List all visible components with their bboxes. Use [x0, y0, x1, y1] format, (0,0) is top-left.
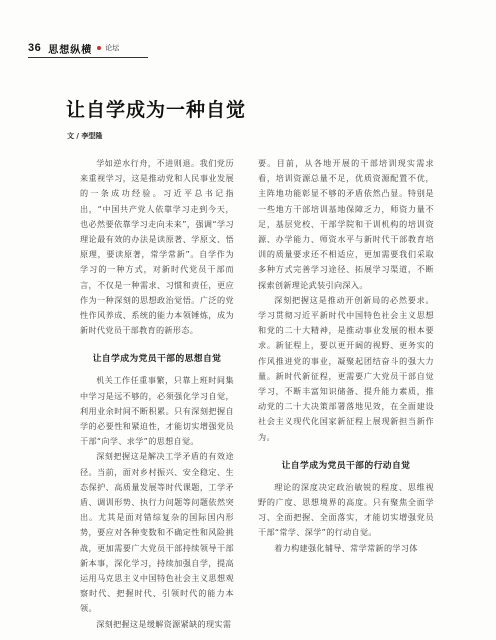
body-paragraph: 深刻把握这是解决工学矛盾的有效途径。当前，面对乡村振兴、安全稳定、生态保护、高质量发展等时代课题，工学矛盾、调训形势、执行力问题等问题依然突出。尤其是面对错综复杂的国际国内形势，要应对各种变数和不确定性和风险挑战，更加需要广大党员干部持续领导干部新本事，深化学习，持续加强自学，提高运用马克思主义中国特色社会主义思想观察时代、把握时代、引领时代的能力本领。: [80, 451, 234, 614]
page-header: [28, 41, 119, 55]
article-title: 让自学成为一种自觉: [66, 99, 247, 121]
body-paragraph: 深刻把握这是推动开创新局的必然要求。学习贯彻习近平新时代中国特色社会主义思想和党的二十大精神，是推动事业发展的根本要求。新征程上，要以更开阔的视野、更务实的作风推进党的事业，凝聚起团结奋斗的强大力量。新时代新征程，更需要广大党员干部自觉学习，不断丰富知识储备、提升能力素质，推动党的二十大决策部署落地见效，在全面建设社会主义现代化国家新征程上展现新担当新作为。: [258, 294, 434, 442]
body-paragraph: 学如逆水行舟，不进则退。我们党历来重视学习，这是推动党和人民事业发展的一条成功经验。习近平总书记指出，“中国共产党人依靠学习走到今天，也必然要依靠学习走向未来”，强调“学习理论最有效的办法是读原著、学原文、悟原理，要读原著，常学常新”。自学作为学习的一种方式，对新时代党员干部而言，不仅是一种需求、习惯和责任，更应作为一种深刻的思想政治觉悟。广泛的党性作风养成、系统的能力本领锤炼，成为新时代党员干部教育的新形态。: [80, 158, 234, 336]
header-rule: [28, 57, 148, 58]
page-number: 36: [28, 42, 42, 54]
article-author: 文 / 李型隆: [67, 132, 103, 140]
left-text-column: [80, 156, 234, 632]
body-paragraph: 理论的深度决定政治敏锐的程度、思维视野的广度、思想境界的高度。只有聚焦全面学习、全面把握、全面落实，才能切实增强党员干部“常学、深学”的行动自觉。: [258, 481, 434, 538]
body-paragraph: 着力构建强化辅导、常学常新的学习体: [274, 542, 418, 553]
body-paragraph: 要。目前，从各地开展的干部培训现实需求看，培训资源总量不足，优质资源配置不优，主阵地功能彰显不够的矛盾依然凸显。特别是一些地方干部培训基地保障乏力，师资力量不足，基层党校、干部学院和干训机构的培训资源、办学能力、师资水平与新时代干部教育培训的质量要求还不相适应，更加需要我们采取多种方式完善学习途径、拓展学习渠道，不断探索创新理论武装引向深入。: [258, 158, 434, 290]
section-heading: 让自学成为党员干部的思想自觉: [92, 354, 222, 365]
bullet-dot-icon: [97, 46, 101, 50]
right-text-column: [258, 156, 434, 556]
body-paragraph: 深刻把握这是缓解资源紧缺的现实需: [96, 618, 232, 629]
section-heading: 让自学成为党员干部的行动自觉: [281, 460, 411, 471]
subcolumn-name: 论坛: [105, 44, 120, 52]
body-paragraph: 机关工作任重事繁，只靠上班时间集中学习是远不够的，必须强化学习自觉，利用业余时间不断积累。只有深刻把握自学的必要性和紧迫性，才能切实增强党员干部“向学、求学”的思想自觉。: [80, 375, 234, 447]
column-name: 思想纵横: [48, 44, 93, 56]
